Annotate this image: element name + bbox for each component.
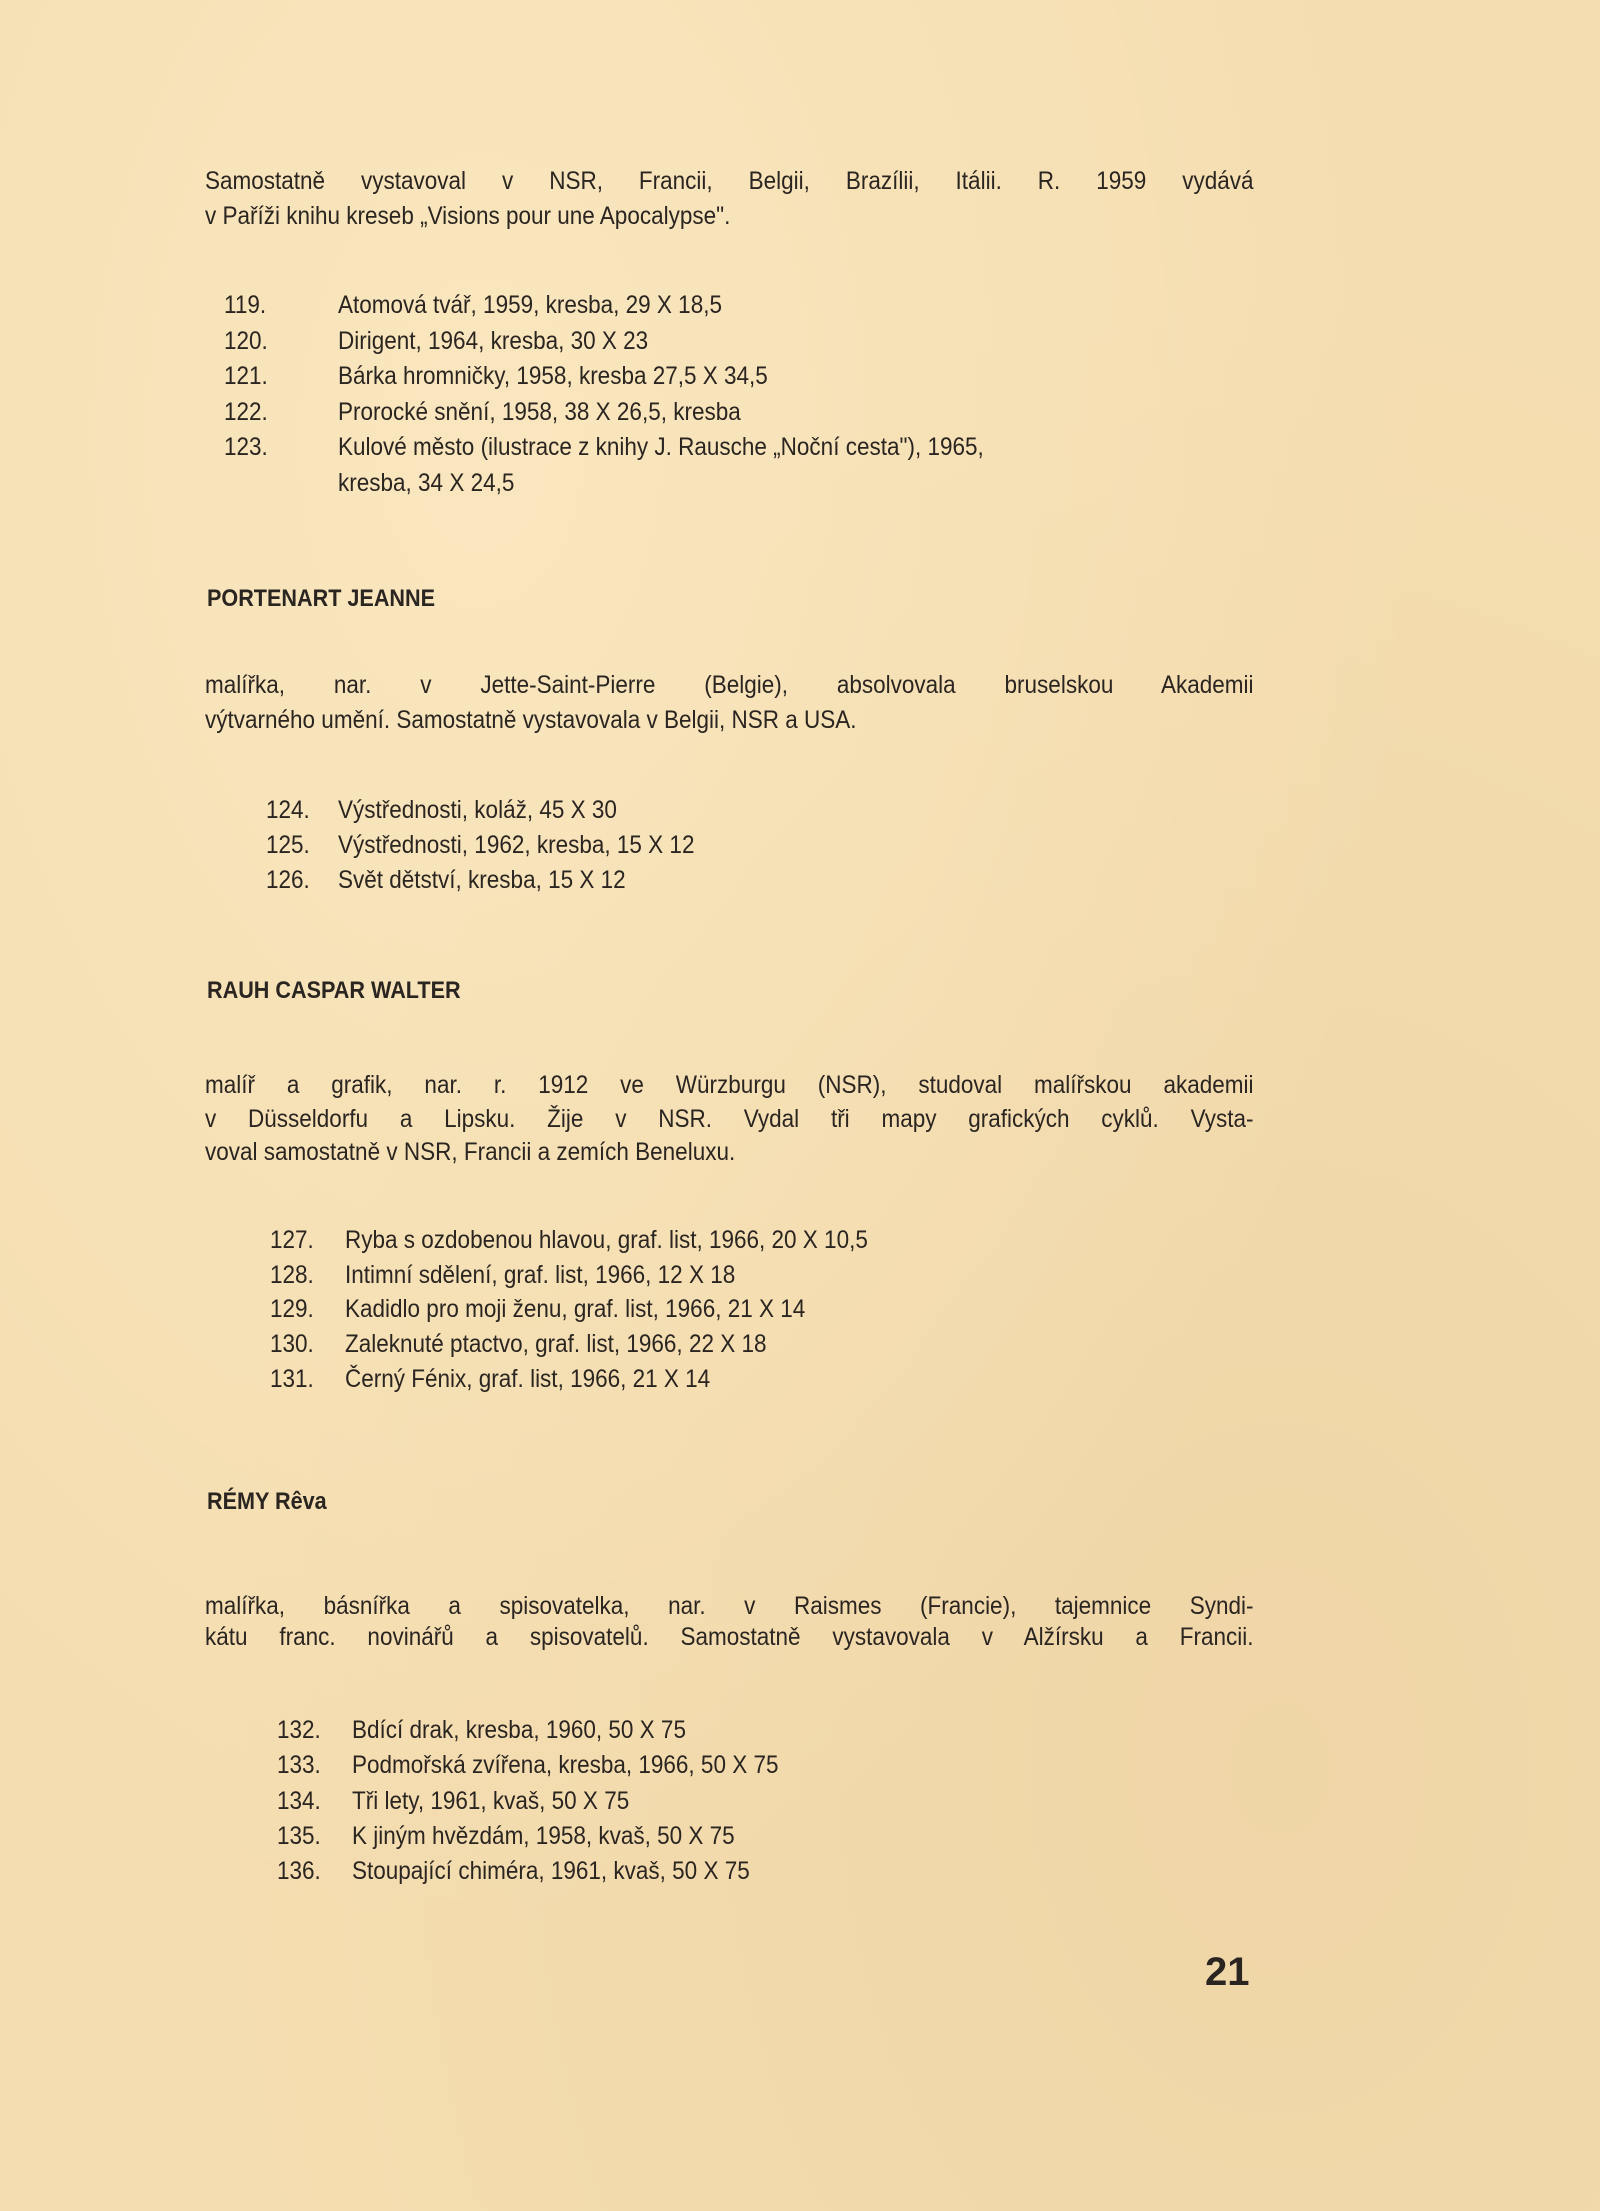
item-number: 124. — [266, 796, 310, 824]
item-number: 123. — [224, 433, 268, 461]
paragraph-line: kátu franc. novinářů a spisovatelů. Samostatně vystavovala v Alžírsku a Francii. — [205, 1623, 1254, 1651]
item-number: 131. — [270, 1365, 314, 1393]
paragraph-line: voval samostatně v NSR, Francii a zemích Beneluxu. — [205, 1138, 736, 1166]
item-number: 129. — [270, 1295, 314, 1323]
item-number: 119. — [224, 291, 267, 319]
item-text: K jiným hvězdám, 1958, kvaš, 50 X 75 — [352, 1822, 735, 1850]
paragraph-line: malířka, nar. v Jette-Saint-Pierre (Belgie), absolvovala bruselskou Akademii — [205, 671, 1254, 699]
item-text: Intimní sdělení, graf. list, 1966, 12 X 18 — [345, 1261, 736, 1289]
item-text: Stoupající chiméra, 1961, kvaš, 50 X 75 — [352, 1857, 750, 1885]
item-text: Svět dětství, kresba, 15 X 12 — [338, 866, 626, 894]
item-text: Prorocké snění, 1958, 38 X 26,5, kresba — [338, 398, 741, 426]
item-text: Výstřednosti, 1962, kresba, 15 X 12 — [338, 831, 695, 859]
item-text: Výstřednosti, koláž, 45 X 30 — [338, 796, 617, 824]
item-number: 128. — [270, 1261, 314, 1289]
paragraph-line: Samostatně vystavoval v NSR, Francii, Belgii, Brazílii, Itálii. R. 1959 vydává — [205, 167, 1254, 195]
paragraph-line: výtvarného umění. Samostatně vystavovala v Belgii, NSR a USA. — [205, 706, 857, 734]
item-number: 122. — [224, 398, 268, 426]
paragraph-line: malíř a grafik, nar. r. 1912 ve Würzburgu (NSR), studoval malířskou akademii — [205, 1071, 1254, 1099]
item-text: Bdící drak, kresba, 1960, 50 X 75 — [352, 1716, 686, 1744]
item-number: 125. — [266, 831, 310, 859]
item-text: Atomová tvář, 1959, kresba, 29 X 18,5 — [338, 291, 722, 319]
item-number: 135. — [277, 1822, 321, 1850]
paragraph-line: v Düsseldorfu a Lipsku. Žije v NSR. Vydal tři mapy grafických cyklů. Vysta- — [205, 1105, 1254, 1133]
artist-heading: RAUH CASPAR WALTER — [207, 977, 461, 1004]
paragraph-line: malířka, básnířka a spisovatelka, nar. v Raismes (Francie), tajemnice Syndi- — [205, 1592, 1254, 1620]
item-number: 132. — [277, 1716, 321, 1744]
item-text: Podmořská zvířena, kresba, 1966, 50 X 75 — [352, 1751, 779, 1779]
artist-heading: PORTENART JEANNE — [207, 585, 436, 612]
item-text: Kulové město (ilustrace z knihy J. Rausche „Noční cesta"), 1965, — [338, 433, 984, 461]
item-text: kresba, 34 X 24,5 — [338, 469, 515, 497]
item-number: 134. — [277, 1787, 321, 1815]
item-number: 126. — [266, 866, 310, 894]
item-number: 121. — [224, 362, 268, 390]
item-text: Dirigent, 1964, kresba, 30 X 23 — [338, 327, 649, 355]
item-number: 127. — [270, 1226, 314, 1254]
item-text: Kadidlo pro moji ženu, graf. list, 1966, 21 X 14 — [345, 1295, 806, 1323]
item-text: Bárka hromničky, 1958, kresba 27,5 X 34,5 — [338, 362, 768, 390]
item-text: Černý Fénix, graf. list, 1966, 21 X 14 — [345, 1365, 711, 1393]
item-text: Tři lety, 1961, kvaš, 50 X 75 — [352, 1787, 630, 1815]
item-number: 136. — [277, 1857, 321, 1885]
paragraph-line: v Paříži knihu kreseb „Visions pour une Apocalypse". — [205, 202, 731, 230]
item-number: 130. — [270, 1330, 314, 1358]
item-text: Ryba s ozdobenou hlavou, graf. list, 1966, 20 X 10,5 — [345, 1226, 868, 1254]
item-number: 120. — [224, 327, 268, 355]
page-number: 21 — [1205, 1950, 1250, 1994]
item-number: 133. — [277, 1751, 321, 1779]
artist-heading: RÉMY Rêva — [207, 1488, 327, 1515]
item-text: Zaleknuté ptactvo, graf. list, 1966, 22 X 18 — [345, 1330, 767, 1358]
